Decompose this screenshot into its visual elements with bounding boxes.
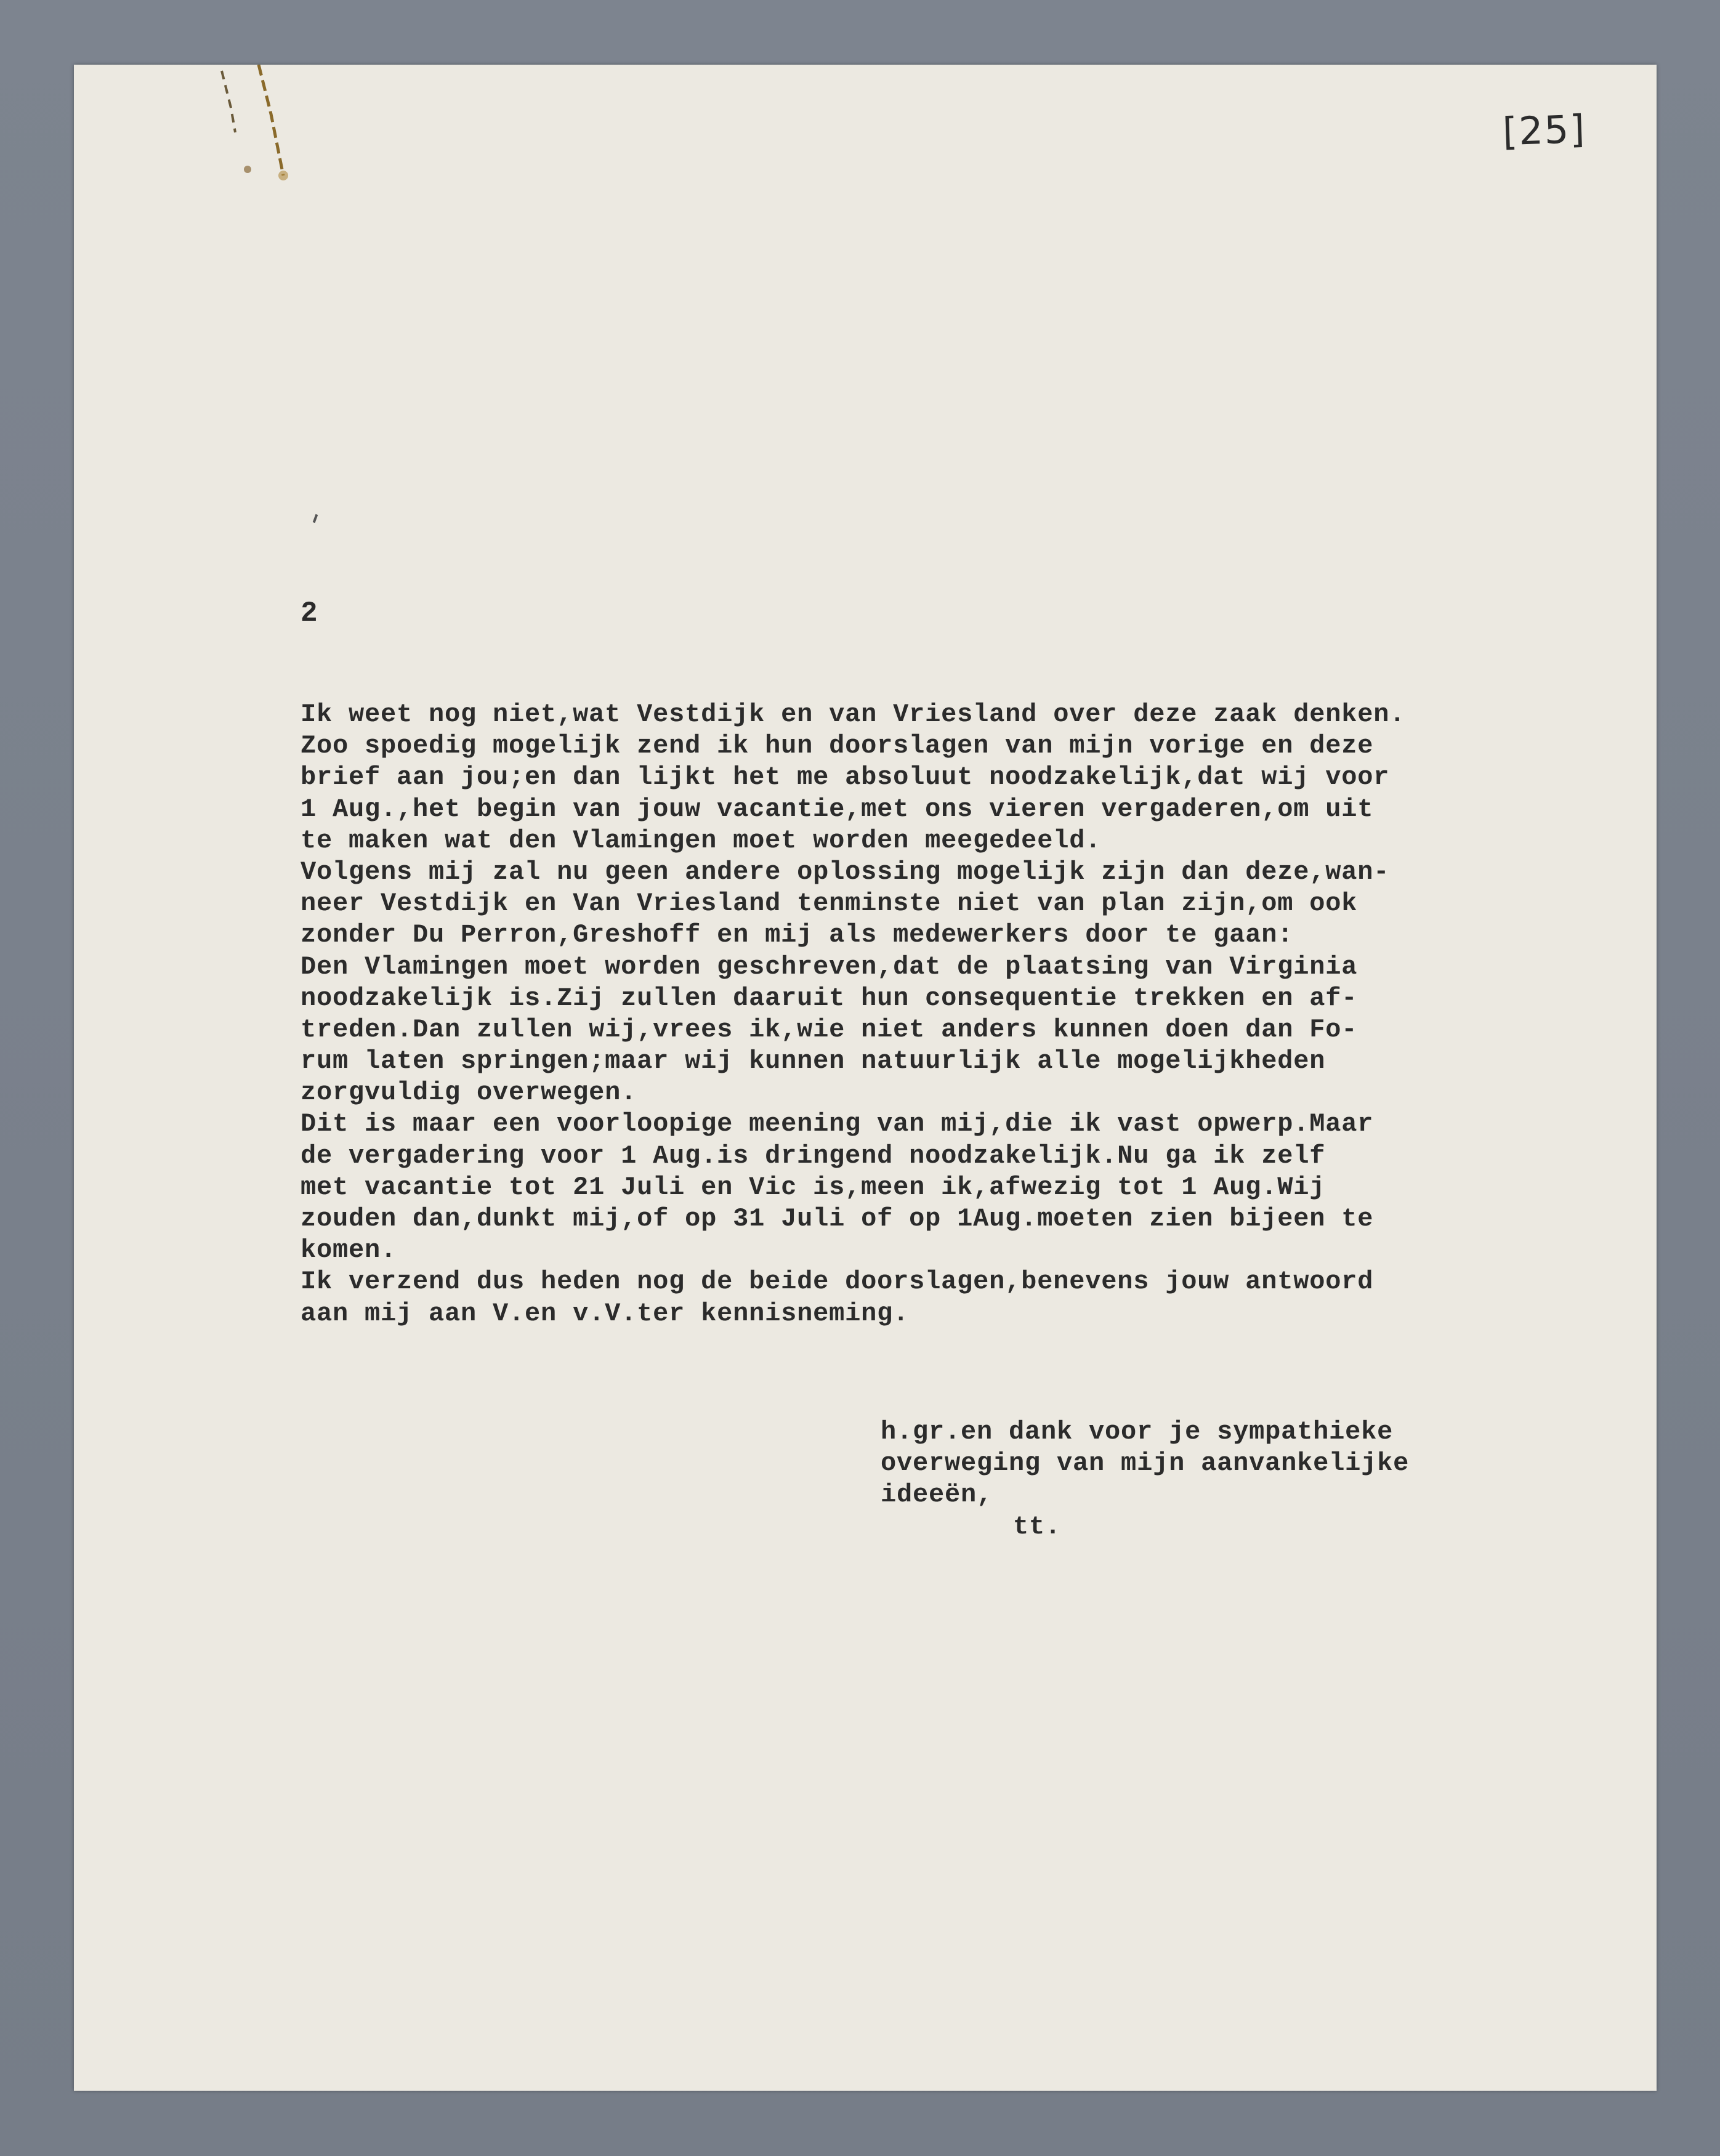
body-line: zouden dan,dunkt mij,of op 31 Juli of op 1Aug.moeten zien bijeen te — [301, 1204, 1374, 1233]
letter-page — [74, 65, 1657, 2091]
body-line: zonder Du Perron,Greshoff en mij als medewerkers door te gaan: — [301, 920, 1294, 950]
body-line: Ik weet nog niet,wat Vestdijk en van Vriesland over deze zaak denken. — [301, 700, 1406, 729]
body-line: met vacantie tot 21 Juli en Vic is,meen ik,afwezig tot 1 Aug.Wij — [301, 1172, 1326, 1202]
body-line: Ik verzend dus heden nog de beide doorslagen,benevens jouw antwoord — [301, 1267, 1374, 1297]
stray-mark — [313, 514, 318, 523]
body-line: Dit is maar een voorloopige meening van mij,die ik vast opwerp.Maar — [301, 1109, 1374, 1139]
body-line: neer Vestdijk en Van Vriesland tenminste niet van plan zijn,om ook — [301, 889, 1358, 919]
body-line: Den Vlamingen moet worden geschreven,dat de plaatsing van Virginia — [301, 951, 1358, 982]
body-line: noodzakelijk is.Zij zullen daaruit hun consequentie trekken en af- — [301, 983, 1358, 1013]
archive-number: [25] — [1501, 106, 1587, 155]
closing-line: overweging van mijn aanvankelijke — [881, 1448, 1410, 1479]
body-line: brief aan jou;en dan lijkt het me absoluut noodzakelijk,dat wij voor — [301, 762, 1390, 793]
body-line: te maken wat den Vlamingen moet worden meegedeeld. — [301, 825, 1102, 855]
body-line: zorgvuldig overwegen. — [301, 1078, 637, 1108]
closing-block — [881, 1416, 1589, 1543]
body-line: treden.Dan zullen wij,vrees ik,wie niet anders kunnen doen dan Fo- — [301, 1014, 1358, 1044]
body-line: Volgens mij zal nu geen andere oplossing mogelijk zijn dan deze,wan- — [301, 857, 1390, 887]
letter-body — [301, 699, 1612, 1330]
body-line: rum laten springen;maar wij kunnen natuurlijk alle mogelijkheden — [301, 1046, 1326, 1076]
staple-hole-marks — [74, 65, 308, 262]
body-line: komen. — [301, 1235, 397, 1266]
body-line: de vergadering voor 1 Aug.is dringend noodzakelijk.Nu ga ik zelf — [301, 1141, 1326, 1171]
closing-line: h.gr.en dank voor je sympathieke — [881, 1417, 1394, 1447]
page-number: 2 — [301, 597, 318, 629]
body-line: 1 Aug.,het begin van jouw vacantie,met ons vieren vergaderen,om uit — [301, 794, 1374, 824]
body-line: aan mij aan V.en v.V.ter kennisneming. — [301, 1298, 910, 1328]
body-line: Zoo spoedig mogelijk zend ik hun doorslagen van mijn vorige en deze — [301, 731, 1374, 761]
closing-line: ideeën, — [881, 1480, 993, 1510]
signature: tt. — [1013, 1511, 1062, 1541]
